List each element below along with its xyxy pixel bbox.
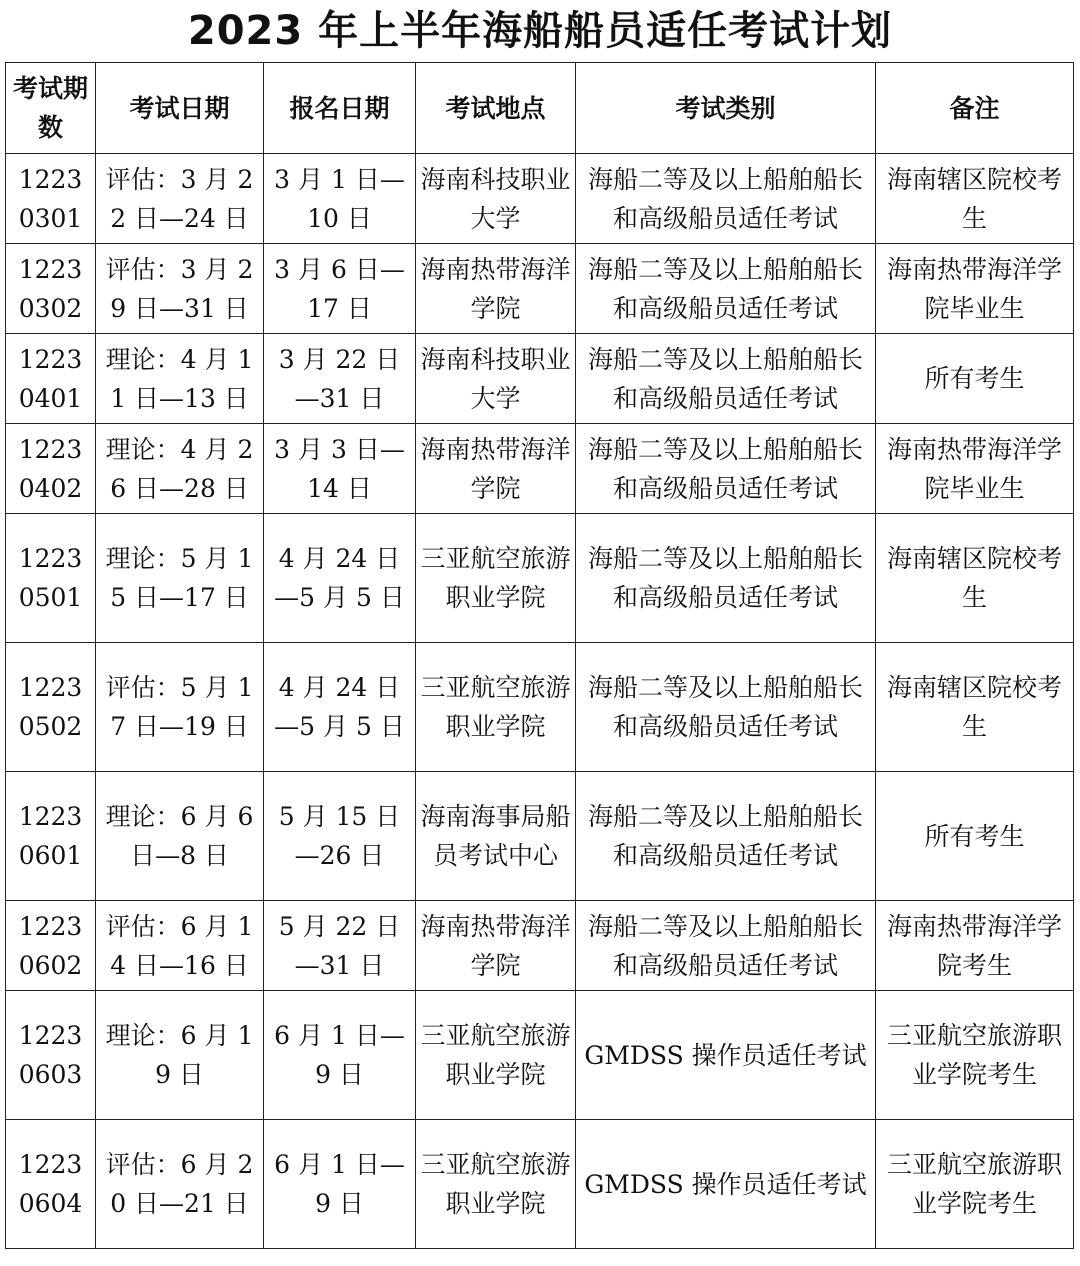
period-cell: 1223 0402 xyxy=(6,424,96,514)
table-row xyxy=(6,991,1074,1120)
exam-date-cell: 评估：3 月 22 日—24 日 xyxy=(96,154,264,244)
table-row xyxy=(6,154,1074,244)
registration-date-cell: 4 月 24 日 —5 月 5 日 xyxy=(264,514,416,643)
header-note: 备注 xyxy=(876,63,1074,154)
exam-date-cell: 理论：5 月 15 日—17 日 xyxy=(96,514,264,643)
note-cell: 海南热带海洋学院毕业生 xyxy=(876,244,1074,334)
exam-date-cell: 理论：4 月 26 日—28 日 xyxy=(96,424,264,514)
note-cell: 所有考生 xyxy=(876,334,1074,424)
registration-date-cell: 5 月 22 日 —31 日 xyxy=(264,901,416,991)
table-row xyxy=(6,772,1074,901)
category-cell: 海船二等及以上船舶船长和高级船员适任考试 xyxy=(576,334,876,424)
period-cell: 1223 0603 xyxy=(6,991,96,1120)
table-row xyxy=(6,643,1074,772)
category-cell: 海船二等及以上船舶船长和高级船员适任考试 xyxy=(576,244,876,334)
location-cell: 三亚航空旅游职业学院 xyxy=(416,1120,576,1249)
category-cell: 海船二等及以上船舶船长和高级船员适任考试 xyxy=(576,424,876,514)
note-cell: 所有考生 xyxy=(876,772,1074,901)
table-row xyxy=(6,1120,1074,1249)
note-cell: 海南辖区院校考生 xyxy=(876,643,1074,772)
note-cell: 三亚航空旅游职业学院考生 xyxy=(876,1120,1074,1249)
header-registration-date: 报名日期 xyxy=(264,63,416,154)
page-title: 2023 年上半年海船船员适任考试计划 xyxy=(187,8,893,54)
category-cell: 海船二等及以上船舶船长和高级船员适任考试 xyxy=(576,772,876,901)
period-cell: 1223 0302 xyxy=(6,244,96,334)
table-row xyxy=(6,334,1074,424)
period-cell: 1223 0401 xyxy=(6,334,96,424)
period-cell: 1223 0604 xyxy=(6,1120,96,1249)
period-cell: 1223 0301 xyxy=(6,154,96,244)
location-cell: 三亚航空旅游职业学院 xyxy=(416,514,576,643)
registration-date-cell: 5 月 15 日 —26 日 xyxy=(264,772,416,901)
exam-date-cell: 理论：6 月 6 日—8 日 xyxy=(96,772,264,901)
location-cell: 三亚航空旅游职业学院 xyxy=(416,643,576,772)
note-cell: 三亚航空旅游职业学院考生 xyxy=(876,991,1074,1120)
exam-date-cell: 评估：3 月 29 日—31 日 xyxy=(96,244,264,334)
exam-date-cell: 评估：6 月 20 日—21 日 xyxy=(96,1120,264,1249)
period-cell: 1223 0502 xyxy=(6,643,96,772)
category-cell: 海船二等及以上船舶船长和高级船员适任考试 xyxy=(576,901,876,991)
note-cell: 海南热带海洋学院考生 xyxy=(876,901,1074,991)
registration-date-cell: 4 月 24 日 —5 月 5 日 xyxy=(264,643,416,772)
header-row xyxy=(6,63,1074,154)
header-location: 考试地点 xyxy=(416,63,576,154)
table-row xyxy=(6,514,1074,643)
location-cell: 海南热带海洋学院 xyxy=(416,244,576,334)
category-cell: GMDSS 操作员适任考试 xyxy=(576,1120,876,1249)
registration-date-cell: 3 月 1 日— 10 日 xyxy=(264,154,416,244)
table-row xyxy=(6,424,1074,514)
registration-date-cell: 6 月 1 日— 9 日 xyxy=(264,1120,416,1249)
category-cell: 海船二等及以上船舶船长和高级船员适任考试 xyxy=(576,514,876,643)
registration-date-cell: 3 月 3 日— 14 日 xyxy=(264,424,416,514)
registration-date-cell: 3 月 6 日— 17 日 xyxy=(264,244,416,334)
header-exam-date: 考试日期 xyxy=(96,63,264,154)
exam-date-cell: 理论：4 月 11 日—13 日 xyxy=(96,334,264,424)
table-row xyxy=(6,901,1074,991)
exam-schedule-table xyxy=(5,62,1074,1249)
registration-date-cell: 6 月 1 日— 9 日 xyxy=(264,991,416,1120)
location-cell: 海南海事局船员考试中心 xyxy=(416,772,576,901)
location-cell: 海南科技职业大学 xyxy=(416,154,576,244)
note-cell: 海南辖区院校考生 xyxy=(876,514,1074,643)
category-cell: GMDSS 操作员适任考试 xyxy=(576,991,876,1120)
registration-date-cell: 3 月 22 日 —31 日 xyxy=(264,334,416,424)
header-category: 考试类别 xyxy=(576,63,876,154)
category-cell: 海船二等及以上船舶船长和高级船员适任考试 xyxy=(576,643,876,772)
table-row xyxy=(6,244,1074,334)
note-cell: 海南辖区院校考生 xyxy=(876,154,1074,244)
period-cell: 1223 0601 xyxy=(6,772,96,901)
location-cell: 海南科技职业大学 xyxy=(416,334,576,424)
header-period: 考试期数 xyxy=(6,63,96,154)
exam-date-cell: 评估：6 月 14 日—16 日 xyxy=(96,901,264,991)
location-cell: 海南热带海洋学院 xyxy=(416,424,576,514)
location-cell: 海南热带海洋学院 xyxy=(416,901,576,991)
note-cell: 海南热带海洋学院毕业生 xyxy=(876,424,1074,514)
category-cell: 海船二等及以上船舶船长和高级船员适任考试 xyxy=(576,154,876,244)
period-cell: 1223 0501 xyxy=(6,514,96,643)
location-cell: 三亚航空旅游职业学院 xyxy=(416,991,576,1120)
exam-date-cell: 评估：5 月 17 日—19 日 xyxy=(96,643,264,772)
exam-date-cell: 理论：6 月 19 日 xyxy=(96,991,264,1120)
period-cell: 1223 0602 xyxy=(6,901,96,991)
